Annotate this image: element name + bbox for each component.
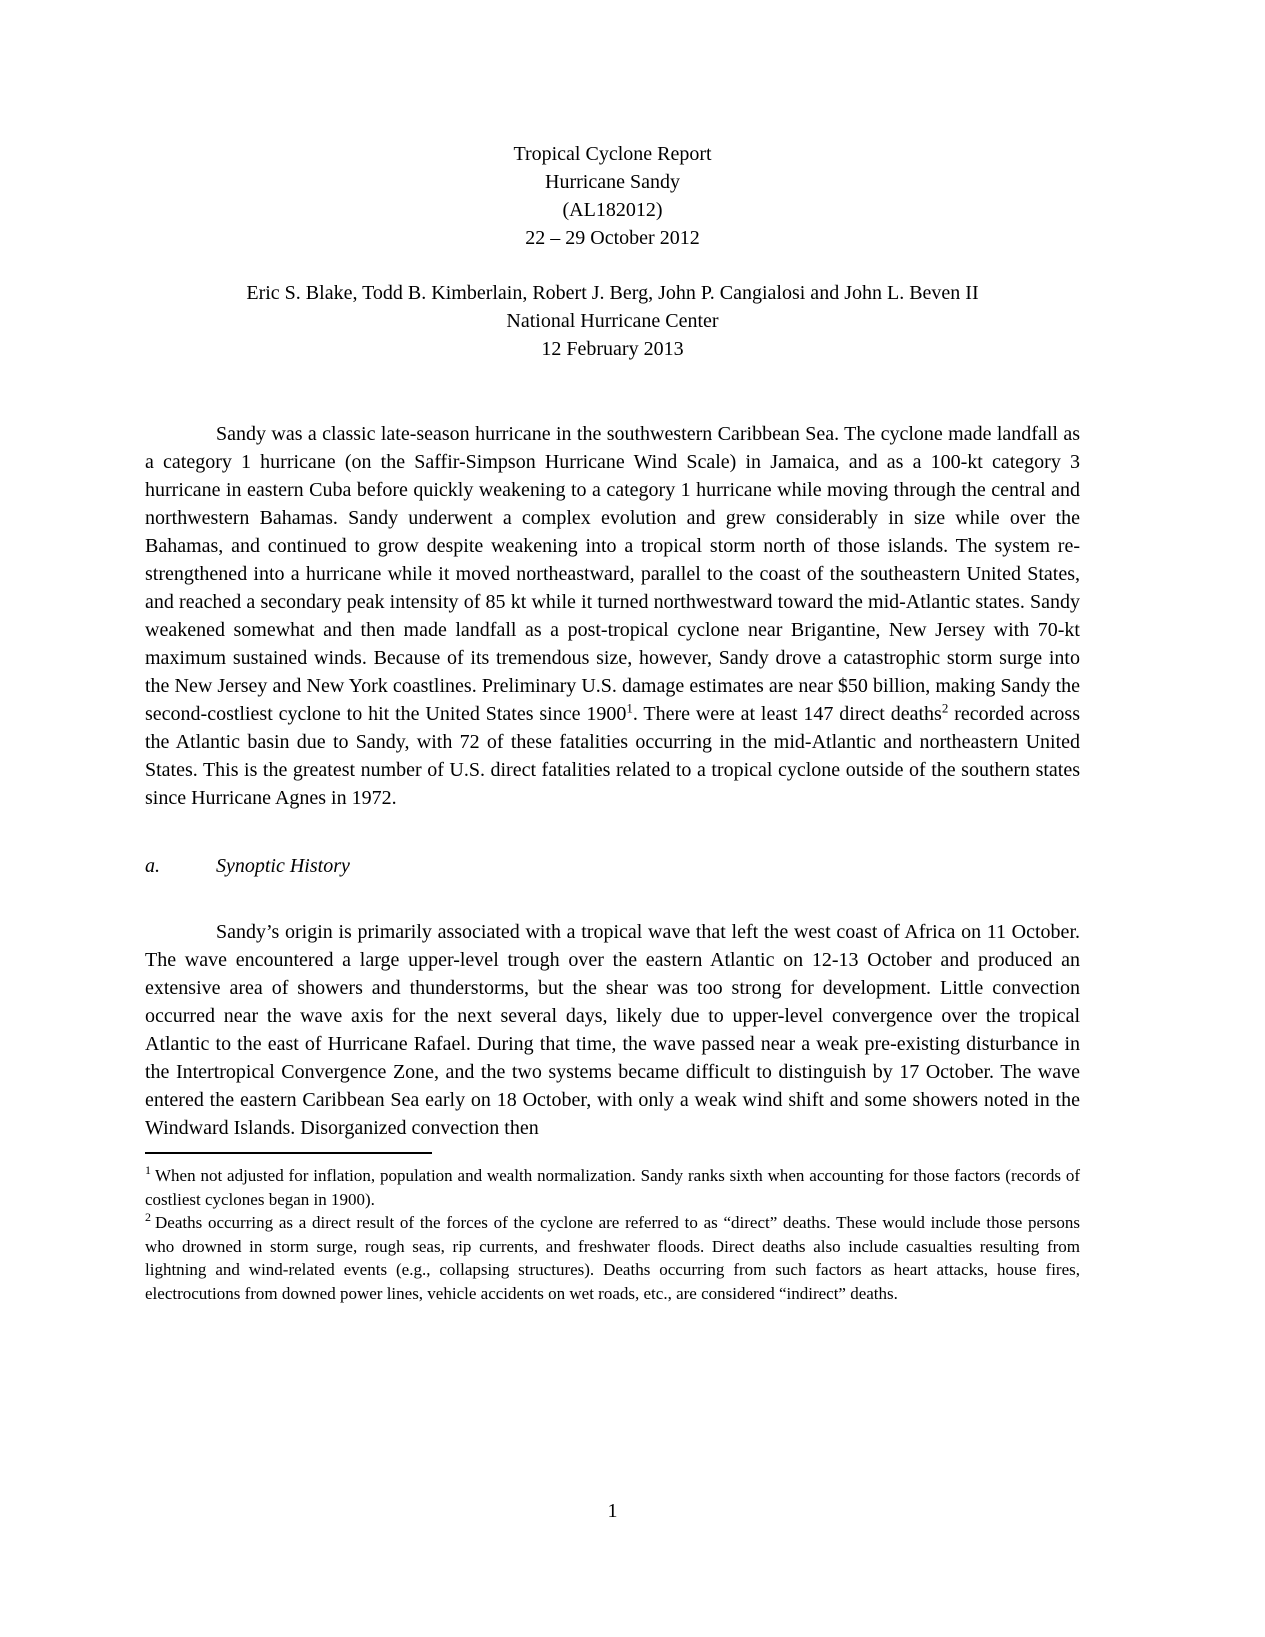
report-title-block: [145, 140, 1080, 252]
footnote-2-text: Deaths occurring as a direct result of the forces of the cyclone are referred to as “direct” deaths. These would include those persons who drowned in storm surge, rough seas, rip currents, and freshwater floods. Direct deaths also include casualties resulting from lightning and wind-related events (e.g., collapsing structures). Deaths occurring from such factors as heart attacks, house fires, electrocutions from downed power lines, vehicle accidents on wet roads, etc., are considered “indirect” deaths.: [145, 1213, 1080, 1303]
abstract-paragraph: [145, 420, 1080, 812]
section-a-title: Synoptic History: [216, 855, 350, 877]
footnote-2: [145, 1211, 1080, 1305]
abstract-text-1: Sandy was a classic late-season hurricane in the southwestern Caribbean Sea. The cyclone made landfall as a category 1 hurricane (on the Saffir-Simpson Hurricane Wind Scale) in Jamaica, and as a 100-kt category 3 hurricane in eastern Cuba before quickly weakening to a category 1 hurricane while moving through the central and northwestern Bahamas. Sandy underwent a complex evolution and grew considerably in size while over the Bahamas, and continued to grow despite weakening into a tropical storm north of those islands. The system re-strengthened into a hurricane while it moved northeastward, parallel to the coast of the southeastern United States, and reached a secondary peak intensity of 85 kt while it turned northwestward toward the mid-Atlantic states. Sandy weakened somewhat and then made landfall as a post-tropical cyclone near Brigantine, New Jersey with 70-kt maximum sustained winds. Because of its tremendous size, however, Sandy drove a catastrophic storm surge into the New Jersey and New York coastlines. Preliminary U.S. damage estimates are near $50 billion, making Sandy the second-costliest cyclone to hit the United States since 1900: [145, 423, 1080, 725]
affiliation-line: National Hurricane Center: [506, 310, 719, 332]
footnote-1-marker: 1: [145, 1163, 151, 1178]
footnotes-block: [145, 1164, 1080, 1305]
report-storm-id: (AL182012): [562, 199, 663, 221]
abstract-text-3: recorded across the Atlantic basin due to Sandy, with 72 of these fatalities occurring in the mid-Atlantic and northeastern United States. This is the greatest number of U.S. direct fatalities related to a tropical cyclone outside of the southern states since Hurricane Agnes in 1972.: [145, 703, 1080, 809]
abstract-text-2: . There were at least 147 direct deaths: [632, 703, 942, 725]
footnote-separator-rule: [145, 1152, 432, 1154]
page-number: 1: [607, 1500, 618, 1522]
section-a-heading: [145, 852, 1080, 880]
footnote-1: [145, 1164, 1080, 1211]
synoptic-history-paragraph: Sandy’s origin is primarily associated with a tropical wave that left the west coast of Africa on 11 October. The wave encountered a large upper-level trough over the eastern Atlantic on 12-13 October and produced an extensive area of showers and thunderstorms, but the shear was too strong for development. Little convection occurred near the wave axis for the next several days, likely due to upper-level convergence over the tropical Atlantic to the east of Hurricane Rafael. During that time, the wave passed near a weak pre-existing disturbance in the Intertropical Convergence Zone, and the two systems became difficult to distinguish by 17 October. The wave entered the eastern Caribbean Sea early on 18 October, with only a weak wind shift and some showers noted in the Windward Islands. Disorganized convection then: [145, 921, 1080, 1139]
publication-date: 12 February 2013: [541, 338, 684, 360]
report-title: Tropical Cyclone Report: [513, 143, 712, 165]
report-date-range: 22 – 29 October 2012: [525, 227, 700, 249]
report-storm-name: Hurricane Sandy: [545, 171, 680, 193]
footnote-ref-1: 1: [626, 700, 633, 716]
footnote-1-text: When not adjusted for inflation, population and wealth normalization. Sandy ranks sixth when accounting for those factors (records of costliest cyclones began in 1900).: [145, 1166, 1080, 1209]
authors-line: Eric S. Blake, Todd B. Kimberlain, Robert J. Berg, John P. Cangialosi and John L. Beven II: [246, 282, 979, 304]
footnote-ref-2: 2: [941, 700, 949, 716]
footnote-2-marker: 2: [145, 1210, 151, 1225]
authors-block: [145, 279, 1080, 363]
section-a-label: a.: [145, 855, 160, 877]
